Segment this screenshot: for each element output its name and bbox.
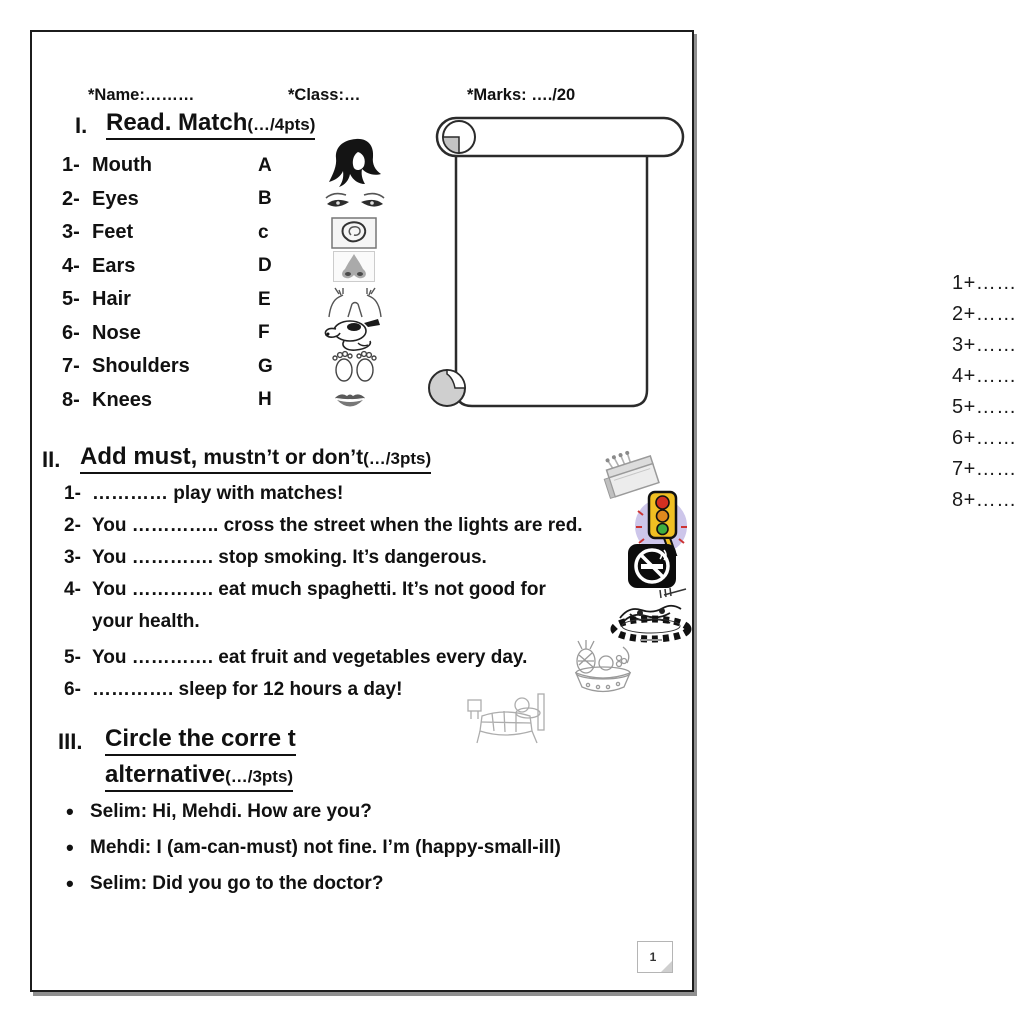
nose-image bbox=[333, 251, 375, 282]
section3-title-line1: Circle the corre t bbox=[105, 725, 296, 756]
eyes-image bbox=[324, 190, 386, 212]
section3-heading-line1 bbox=[105, 725, 296, 756]
match-list bbox=[62, 149, 362, 417]
match-row bbox=[62, 216, 362, 250]
bullet-icon bbox=[66, 866, 74, 904]
section2-heading bbox=[80, 443, 431, 474]
bullet-icon bbox=[66, 830, 74, 868]
match-row bbox=[62, 149, 362, 183]
match-row bbox=[62, 250, 362, 284]
item-letter: F bbox=[258, 322, 270, 344]
answer-row: 2+…… bbox=[952, 303, 1017, 325]
cartoon-dog-image bbox=[320, 317, 386, 353]
question-text: …………. sleep for 12 hours a day! bbox=[92, 679, 403, 700]
dialogue-row bbox=[64, 866, 644, 902]
item-number: 8- bbox=[62, 388, 80, 411]
item-label: Hair bbox=[92, 288, 131, 311]
item-letter: E bbox=[258, 288, 271, 310]
question-text-line2: your health. bbox=[92, 611, 200, 632]
question-text: You …………. eat fruit and vegetables every day. bbox=[92, 647, 528, 668]
item-letter: G bbox=[258, 355, 273, 377]
section2-points: (…/3pts) bbox=[363, 449, 432, 468]
section1-numeral: I. bbox=[75, 113, 88, 138]
woman-hair-image bbox=[328, 138, 384, 188]
question-row bbox=[64, 642, 649, 674]
item-letter: c bbox=[258, 221, 269, 243]
match-row bbox=[62, 384, 362, 418]
answer-row: 7+…… bbox=[952, 458, 1017, 480]
dialogue-row bbox=[64, 830, 644, 866]
item-number: 7- bbox=[62, 355, 80, 378]
question-number: 4- bbox=[64, 579, 81, 600]
item-number: 2- bbox=[62, 187, 80, 210]
parchment-scroll-graphic bbox=[425, 112, 695, 422]
item-number: 1- bbox=[62, 154, 80, 177]
dialogue-list bbox=[64, 794, 644, 902]
marks-label: *Marks: …./20 bbox=[467, 86, 576, 104]
section3-heading-line2 bbox=[105, 761, 293, 792]
question-row bbox=[64, 574, 649, 638]
section3-title-line2: alternative bbox=[105, 761, 226, 788]
no-smoking-icon bbox=[627, 543, 677, 589]
section1-heading bbox=[106, 109, 315, 140]
spaghetti-plate-image bbox=[610, 586, 692, 642]
bullet-icon bbox=[66, 794, 74, 832]
question-row bbox=[64, 542, 649, 574]
question-row bbox=[64, 510, 649, 542]
match-row bbox=[62, 350, 362, 384]
page-number-icon bbox=[637, 941, 673, 973]
item-number: 4- bbox=[62, 254, 80, 277]
question-row bbox=[64, 674, 649, 706]
lips-image bbox=[333, 388, 367, 411]
item-letter: H bbox=[258, 389, 272, 411]
item-label: Eyes bbox=[92, 187, 139, 210]
shoulders-image bbox=[326, 284, 384, 318]
answer-list bbox=[952, 268, 1017, 516]
dialogue-text: Selim: Hi, Mehdi. How are you? bbox=[90, 801, 372, 822]
item-label: Nose bbox=[92, 321, 141, 344]
item-label: Feet bbox=[92, 221, 134, 244]
answer-row: 3+…… bbox=[952, 334, 1017, 356]
item-number: 5- bbox=[62, 288, 80, 311]
item-label: Ears bbox=[92, 254, 136, 277]
question-list bbox=[64, 478, 649, 706]
dialogue-text: Mehdi: I (am-can-must) not fine. I’m (happy-small-ill) bbox=[90, 837, 561, 858]
section3-points: (…/3pts) bbox=[225, 767, 294, 786]
item-label: Mouth bbox=[92, 154, 152, 177]
question-number: 1- bbox=[64, 483, 81, 504]
class-label: *Class:… bbox=[288, 86, 361, 104]
baby-feet-image bbox=[331, 349, 378, 383]
section2-title-rest: mustn’t or don’t bbox=[203, 446, 364, 469]
name-label: *Name:……… bbox=[88, 86, 195, 104]
item-letter: B bbox=[258, 188, 272, 210]
section2-numeral: II. bbox=[42, 447, 61, 472]
question-text: You …………. eat much spaghetti. It’s not good for bbox=[92, 579, 546, 600]
item-letter: A bbox=[258, 154, 272, 176]
match-row bbox=[62, 317, 362, 351]
answer-row: 1+…… bbox=[952, 272, 1017, 294]
dialogue-text: Selim: Did you go to the doctor? bbox=[90, 873, 384, 894]
question-number: 2- bbox=[64, 515, 81, 536]
answer-row: 4+…… bbox=[952, 365, 1017, 387]
answer-row: 6+…… bbox=[952, 427, 1017, 449]
ear-image bbox=[331, 217, 377, 249]
item-letter: D bbox=[258, 255, 272, 277]
match-row bbox=[62, 183, 362, 217]
answer-row: 8+…… bbox=[952, 489, 1017, 511]
answer-scroll bbox=[425, 112, 1017, 511]
item-number: 3- bbox=[62, 221, 80, 244]
question-text: ………… play with matches! bbox=[92, 483, 344, 504]
question-row bbox=[64, 478, 649, 510]
page-number: 1 bbox=[649, 950, 657, 964]
item-label: Shoulders bbox=[92, 355, 190, 378]
question-number: 5- bbox=[64, 647, 81, 668]
dialogue-row bbox=[64, 794, 644, 830]
answer-row: 5+…… bbox=[952, 396, 1017, 418]
question-text: You ………….. cross the street when the lights are red. bbox=[92, 515, 583, 536]
fruit-basket-image bbox=[568, 635, 638, 699]
section1-title: Read. Match bbox=[106, 109, 248, 136]
match-row bbox=[62, 283, 362, 317]
sleeping-in-bed-image bbox=[460, 686, 555, 746]
question-number: 3- bbox=[64, 547, 81, 568]
question-text: You …………. stop smoking. It’s dangerous. bbox=[92, 547, 487, 568]
section3-numeral: III. bbox=[58, 729, 83, 754]
item-number: 6- bbox=[62, 321, 80, 344]
section2-title: Add must, bbox=[80, 443, 198, 470]
item-label: Knees bbox=[92, 388, 153, 411]
section1-points: (…/4pts) bbox=[247, 115, 316, 134]
question-number: 6- bbox=[64, 679, 81, 700]
